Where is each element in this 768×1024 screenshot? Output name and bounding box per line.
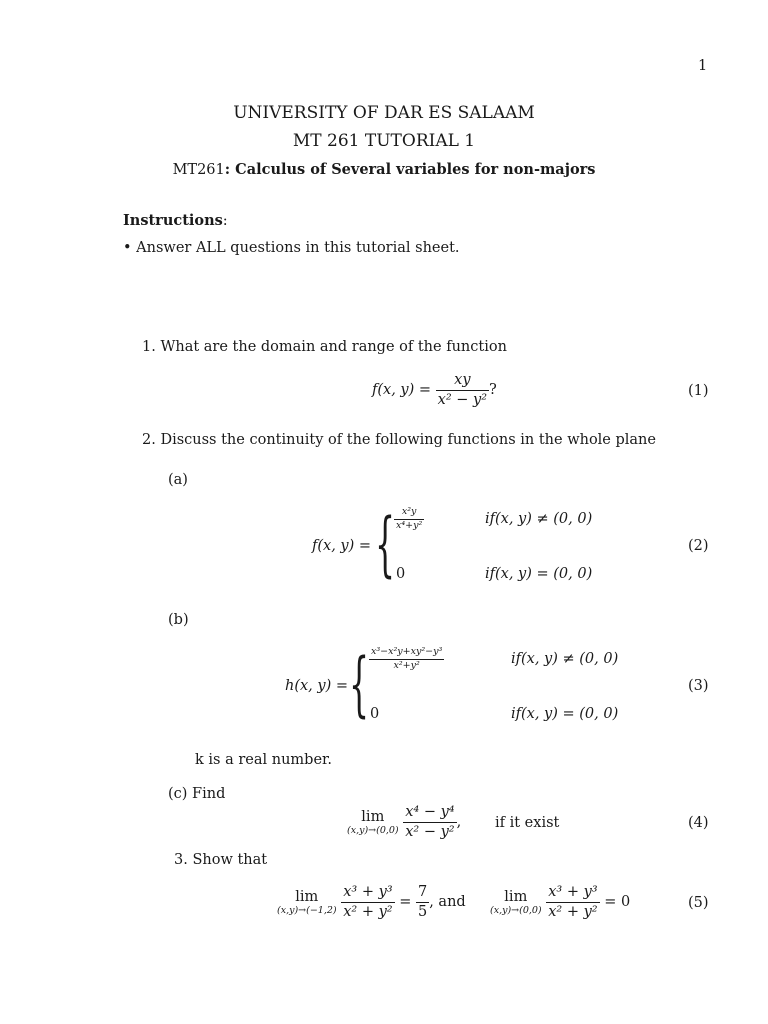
equation-4-limit: lim (x,y)→(0,0) (347, 808, 399, 836)
course-code: MT261 (172, 162, 225, 178)
equation-5-second: lim (x,y)→(0,0) $\frac{\text{x³ + y³}}{\text{x² + y²}}$ = 0 (490, 884, 631, 920)
tutorial-title: MT 261 TUTORIAL 1 (292, 131, 476, 151)
equation-5-value-fraction: $\frac{7}{5}$ (417, 884, 428, 920)
equation-3-case-2-value: 0 (370, 706, 380, 722)
part-a-label: (a) (168, 472, 188, 488)
equation-5-first: lim (x,y)→(−1,2) $\frac{\text{x³ + y³}}{\text{x² + y²}}$ = $\frac{7}{5}$ , and (277, 884, 466, 920)
page-number: 1 (698, 58, 708, 74)
question-2 (142, 432, 656, 448)
question-3-number: 3. (174, 852, 188, 868)
equation-3-lhs: h(x, y) = (285, 678, 348, 694)
instructions-label: Instructions (123, 212, 223, 229)
equation-3-case-1-fraction: $\frac{\text{x³−x²y+xy²−y³}}{\text{x²+y²}}$ (371, 646, 443, 671)
university-title: UNIVERSITY OF DAR ES SALAAM (233, 103, 535, 123)
left-brace-icon: { (375, 503, 396, 585)
equation-4-tail: if it exist (495, 815, 560, 831)
equation-2-lhs: f(x, y) = (312, 538, 372, 554)
equation-number-4: (4) (688, 815, 709, 831)
question-1-number: 1. (142, 339, 156, 355)
part-c-label: (c) (168, 786, 188, 802)
equation-5-limit-1: lim (x,y)→(−1,2) (277, 888, 337, 916)
equation-2-case-1-fraction: $\frac{\text{x²y}}{\text{x⁴+y²}}$ (396, 506, 423, 531)
instruction-item (123, 240, 460, 256)
question-2-number: 2. (142, 432, 156, 448)
course-subtitle (0, 161, 768, 178)
question-1-text: What are the domain and range of the function (160, 339, 507, 355)
question-2-text: Discuss the continuity of the following functions in the whole plane (160, 432, 656, 448)
question-3 (174, 852, 267, 868)
course-title: : Calculus of Several variables for non-majors (224, 161, 596, 178)
part-c-text: Find (192, 786, 226, 802)
equation-5-fraction-1: $\frac{\text{x³ + y³}}{\text{x² + y²}}$ (343, 884, 393, 920)
equation-number-2: (2) (688, 538, 709, 554)
instructions-heading: Instructions: (123, 212, 228, 229)
question-3-text: Show that (192, 852, 268, 868)
question-1 (142, 339, 507, 355)
equation-3-case-2-condition: if(x, y) = (0, 0) (511, 706, 619, 722)
part-b-note: k is a real number. (195, 752, 332, 768)
equation-2-case-2-condition: if(x, y) = (0, 0) (485, 566, 593, 582)
equation-number-1: (1) (688, 383, 709, 399)
equation-5-fraction-2: $\frac{\text{x³ + y³}}{\text{x² + y²}}$ (548, 884, 598, 920)
equation-number-3: (3) (688, 678, 709, 694)
equation-4-fraction: $\frac{\text{x⁴ − y⁴}}{\text{x² − y²}}$ (405, 804, 455, 840)
equation-5-limit-2: lim (x,y)→(0,0) (490, 888, 542, 916)
equation-number-5: (5) (688, 895, 709, 911)
equation-1-fraction: $\frac{xy}{\text{x² − y²}}$ (437, 372, 488, 408)
bullet-icon: • (123, 240, 132, 256)
equation-1-lhs: f(x, y) = (372, 382, 432, 399)
instruction-text: Answer ALL questions in this tutorial sheet. (136, 240, 460, 256)
part-c (168, 786, 225, 802)
part-b-label: (b) (168, 612, 189, 628)
equation-4: lim (x,y)→(0,0) $\frac{\text{x⁴ − y⁴}}{\text{x² − y²}}$ , (347, 804, 462, 840)
equation-3-case-1-condition: if(x, y) ≠ (0, 0) (511, 651, 619, 667)
equation-2-case-2-value: 0 (396, 566, 406, 582)
equation-1: f(x, y) = $\frac{xy}{\text{x² − y²}}$ ? (372, 372, 497, 408)
left-brace-icon: { (349, 643, 370, 725)
equation-2-case-1-condition: if(x, y) ≠ (0, 0) (485, 511, 593, 527)
